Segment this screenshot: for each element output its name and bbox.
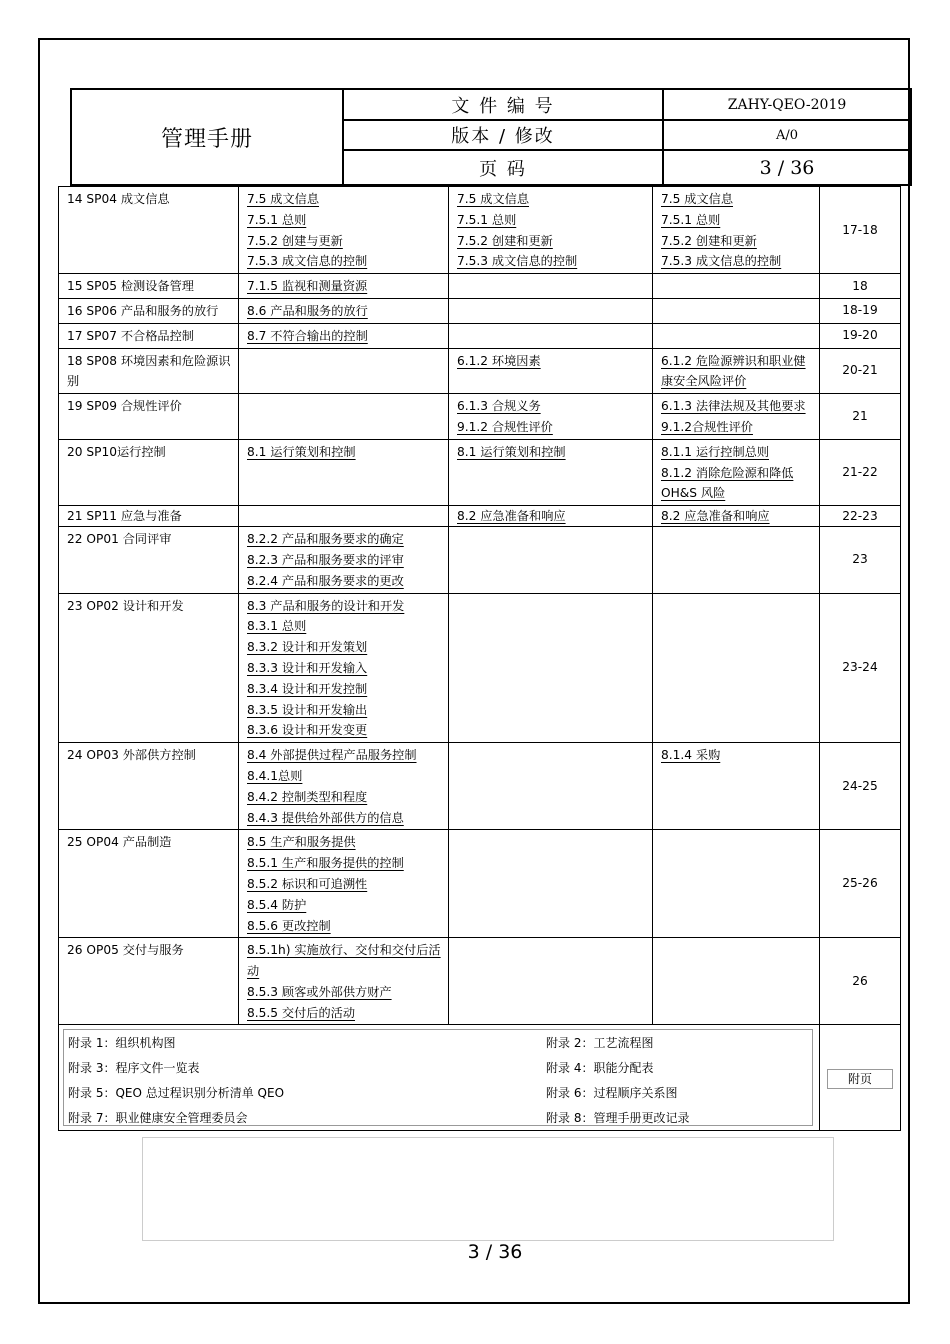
clause-line: 7.5.3 成文信息的控制 bbox=[661, 254, 782, 269]
iso9001-clause-cell bbox=[239, 527, 449, 593]
clause-line: 6.1.2 环境因素 bbox=[457, 353, 541, 368]
iso45001-clause-cell bbox=[653, 323, 820, 348]
clause-line: 8.2.2 产品和服务要求的确定 bbox=[247, 532, 404, 547]
clause-line: 8.4.2 控制类型和程度 bbox=[247, 789, 368, 804]
iso9001-clause-cell bbox=[239, 439, 449, 505]
process-name-cell: 25 OP04 产品制造 bbox=[59, 830, 239, 938]
blank-area bbox=[142, 1137, 834, 1241]
clause-line: 7.5.3 成文信息的控制 bbox=[247, 254, 368, 269]
iso9001-clause-cell bbox=[239, 593, 449, 743]
clause-line: 6.1.2 危险源辨识和职业健康安全风险评价 bbox=[661, 353, 806, 389]
page-range-cell: 18-19 bbox=[820, 298, 901, 323]
clause-line: 8.6 产品和服务的放行 bbox=[247, 303, 368, 318]
iso45001-clause-cell bbox=[653, 830, 820, 938]
clause-line: 7.5 成文信息 bbox=[247, 192, 320, 206]
clause-line: 8.1 运行策划和控制 bbox=[247, 444, 356, 459]
version-value: A/0 bbox=[664, 121, 910, 151]
clause-line: 6.1.3 法律法规及其他要求 bbox=[661, 399, 806, 414]
iso9001-clause-cell bbox=[239, 506, 449, 527]
table-row bbox=[59, 743, 901, 830]
clause-line: 8.1 运行策划和控制 bbox=[457, 444, 566, 459]
iso9001-clause-cell bbox=[239, 938, 449, 1025]
table-row bbox=[59, 830, 901, 938]
clause-line: 7.5 成文信息 bbox=[661, 192, 734, 206]
iso45001-clause-cell bbox=[653, 506, 820, 527]
clause-line: 8.5.6 更改控制 bbox=[247, 918, 331, 933]
page-range-cell: 21 bbox=[820, 394, 901, 440]
iso14001-clause-cell bbox=[449, 323, 653, 348]
iso14001-clause-cell bbox=[449, 274, 653, 299]
iso45001-clause-cell bbox=[653, 298, 820, 323]
process-clause-table bbox=[58, 186, 901, 1131]
iso9001-clause-cell bbox=[239, 743, 449, 830]
iso9001-clause-cell bbox=[239, 274, 449, 299]
clause-line: 8.2.3 产品和服务要求的评审 bbox=[247, 552, 404, 567]
process-name-cell: 16 SP06 产品和服务的放行 bbox=[59, 298, 239, 323]
table-row bbox=[59, 187, 901, 274]
iso9001-clause-cell bbox=[239, 323, 449, 348]
clause-line: 7.5.1 总则 bbox=[457, 212, 517, 227]
appendix-row bbox=[59, 1025, 901, 1131]
clause-line: 8.1.4 采购 bbox=[661, 748, 721, 763]
process-name-cell: 23 OP02 设计和开发 bbox=[59, 593, 239, 743]
clause-line: 7.5.1 总则 bbox=[247, 212, 307, 227]
iso14001-clause-cell bbox=[449, 527, 653, 593]
clause-line: 8.3.4 设计和开发控制 bbox=[247, 681, 368, 696]
table-row bbox=[59, 298, 901, 323]
clause-line: 9.1.2 合规性评价 bbox=[457, 419, 553, 434]
iso14001-clause-cell bbox=[449, 394, 653, 440]
clause-line: 8.4.3 提供给外部供方的信息 bbox=[247, 810, 404, 825]
clause-line: 8.5.1h) 实施放行、交付和交付后活动 bbox=[247, 943, 441, 979]
clause-line: 8.7 不符合输出的控制 bbox=[247, 328, 368, 343]
process-name-cell: 22 OP01 合同评审 bbox=[59, 527, 239, 593]
table-body bbox=[59, 187, 901, 1025]
iso45001-clause-cell bbox=[653, 527, 820, 593]
page-range-cell: 26 bbox=[820, 938, 901, 1025]
table-row bbox=[59, 439, 901, 505]
table-row bbox=[59, 938, 901, 1025]
page-range-cell: 23 bbox=[820, 527, 901, 593]
clause-line: 7.1.5 监视和测量资源 bbox=[247, 279, 368, 294]
document-header bbox=[70, 88, 912, 186]
version-label: 版本 / 修改 bbox=[344, 121, 664, 151]
process-name-cell: 19 SP09 合规性评价 bbox=[59, 394, 239, 440]
appendix-item: 附录 2：工艺流程图 bbox=[546, 1036, 654, 1051]
appendix-cell bbox=[59, 1025, 820, 1131]
iso9001-clause-cell bbox=[239, 394, 449, 440]
clause-line: 8.2.4 产品和服务要求的更改 bbox=[247, 573, 404, 588]
process-name-cell: 24 OP03 外部供方控制 bbox=[59, 743, 239, 830]
iso45001-clause-cell bbox=[653, 743, 820, 830]
page-range-cell: 17-18 bbox=[820, 187, 901, 274]
page-range-cell: 21-22 bbox=[820, 439, 901, 505]
page-range-cell: 22-23 bbox=[820, 506, 901, 527]
clause-line: 8.5.5 交付后的活动 bbox=[247, 1005, 356, 1020]
doc-number-value: ZAHY-QEO-2019 bbox=[664, 90, 910, 121]
iso45001-clause-cell bbox=[653, 348, 820, 394]
iso14001-clause-cell bbox=[449, 187, 653, 274]
table-row bbox=[59, 593, 901, 743]
process-name-cell: 26 OP05 交付与服务 bbox=[59, 938, 239, 1025]
process-name-cell: 21 SP11 应急与准备 bbox=[59, 506, 239, 527]
iso45001-clause-cell bbox=[653, 439, 820, 505]
iso14001-clause-cell bbox=[449, 348, 653, 394]
iso14001-clause-cell bbox=[449, 439, 653, 505]
process-name-cell: 18 SP08 环境因素和危险源识别 bbox=[59, 348, 239, 394]
page-range-cell: 18 bbox=[820, 274, 901, 299]
clause-line: 8.2 应急准备和响应 bbox=[457, 509, 566, 524]
clause-line: 7.5.2 创建与更新 bbox=[247, 233, 343, 248]
table-row bbox=[59, 394, 901, 440]
iso14001-clause-cell bbox=[449, 938, 653, 1025]
doc-number-label: 文 件 编 号 bbox=[344, 90, 664, 121]
appendix-item: 附录 5：QEO 总过程识别分析清单 QEO bbox=[68, 1086, 285, 1101]
appendix-page-cell bbox=[820, 1025, 901, 1131]
iso9001-clause-cell bbox=[239, 348, 449, 394]
page-range-cell: 24-25 bbox=[820, 743, 901, 830]
appendix-page: 附页 bbox=[827, 1069, 893, 1089]
iso45001-clause-cell bbox=[653, 938, 820, 1025]
clause-line: 8.3.2 设计和开发策划 bbox=[247, 640, 368, 655]
page-range-cell: 25-26 bbox=[820, 830, 901, 938]
clause-line: 8.4 外部提供过程产品服务控制 bbox=[247, 748, 417, 763]
clause-line: 8.1.1 运行控制总则 bbox=[661, 444, 770, 459]
page-label: 页 码 bbox=[344, 151, 664, 184]
iso45001-clause-cell bbox=[653, 394, 820, 440]
footer-page-number: 3 / 36 bbox=[467, 1241, 523, 1263]
clause-line: 7.5.1 总则 bbox=[661, 212, 721, 227]
iso45001-clause-cell bbox=[653, 593, 820, 743]
table-row bbox=[59, 323, 901, 348]
appendix-item: 附录 7：职业健康安全管理委员会 bbox=[68, 1111, 248, 1126]
clause-line: 7.5.2 创建和更新 bbox=[457, 233, 553, 248]
page-range-cell: 23-24 bbox=[820, 593, 901, 743]
clause-line: 8.2 应急准备和响应 bbox=[661, 509, 770, 524]
page-value: 3 / 36 bbox=[759, 156, 815, 179]
page-range-cell: 19-20 bbox=[820, 323, 901, 348]
process-name-cell: 15 SP05 检测设备管理 bbox=[59, 274, 239, 299]
clause-line: 9.1.2合规性评价 bbox=[661, 419, 753, 434]
iso14001-clause-cell bbox=[449, 506, 653, 527]
clause-line: 7.5.3 成文信息的控制 bbox=[457, 254, 578, 269]
clause-line: 7.5.2 创建和更新 bbox=[661, 233, 757, 248]
iso14001-clause-cell bbox=[449, 593, 653, 743]
iso45001-clause-cell bbox=[653, 187, 820, 274]
clause-line: 8.5.3 顾客或外部供方财产 bbox=[247, 984, 392, 999]
clause-line: 8.4.1总则 bbox=[247, 768, 303, 783]
clause-line: 8.3.5 设计和开发输出 bbox=[247, 702, 368, 717]
iso45001-clause-cell bbox=[653, 274, 820, 299]
clause-line: 8.1.2 消除危险源和降低OH&S 风险 bbox=[661, 465, 794, 501]
table-row bbox=[59, 506, 901, 527]
clause-line: 8.5.1 生产和服务提供的控制 bbox=[247, 856, 404, 871]
iso9001-clause-cell bbox=[239, 298, 449, 323]
appendix-item: 附录 1：组织机构图 bbox=[68, 1036, 176, 1051]
appendix-item: 附录 4：职能分配表 bbox=[546, 1061, 654, 1076]
table-row bbox=[59, 348, 901, 394]
clause-line: 8.3.3 设计和开发输入 bbox=[247, 660, 368, 675]
appendix-item: 附录 8：管理手册更改记录 bbox=[546, 1111, 690, 1126]
process-name-cell: 14 SP04 成文信息 bbox=[59, 187, 239, 274]
clause-line: 8.3 产品和服务的设计和开发 bbox=[247, 598, 405, 613]
iso9001-clause-cell bbox=[239, 830, 449, 938]
clause-line: 6.1.3 合规义务 bbox=[457, 399, 541, 414]
clause-line: 7.5 成文信息 bbox=[457, 192, 530, 206]
iso14001-clause-cell bbox=[449, 830, 653, 938]
clause-line: 8.5.2 标识和可追溯性 bbox=[247, 876, 368, 891]
clause-line: 8.3.1 总则 bbox=[247, 619, 307, 634]
clause-line: 8.5 生产和服务提供 bbox=[247, 835, 356, 850]
iso14001-clause-cell bbox=[449, 743, 653, 830]
clause-line: 8.3.6 设计和开发变更 bbox=[247, 723, 368, 738]
table-row bbox=[59, 274, 901, 299]
process-name-cell: 17 SP07 不合格品控制 bbox=[59, 323, 239, 348]
iso9001-clause-cell bbox=[239, 187, 449, 274]
appendix-item: 附录 3：程序文件一览表 bbox=[68, 1061, 200, 1076]
appendix-list bbox=[63, 1029, 813, 1126]
process-name-cell: 20 SP10运行控制 bbox=[59, 439, 239, 505]
clause-line: 8.5.4 防护 bbox=[247, 897, 307, 912]
table-row bbox=[59, 527, 901, 593]
iso14001-clause-cell bbox=[449, 298, 653, 323]
page-range-cell: 20-21 bbox=[820, 348, 901, 394]
appendix-item: 附录 6：过程顺序关系图 bbox=[546, 1086, 678, 1101]
manual-title: 管理手册 bbox=[72, 90, 344, 184]
